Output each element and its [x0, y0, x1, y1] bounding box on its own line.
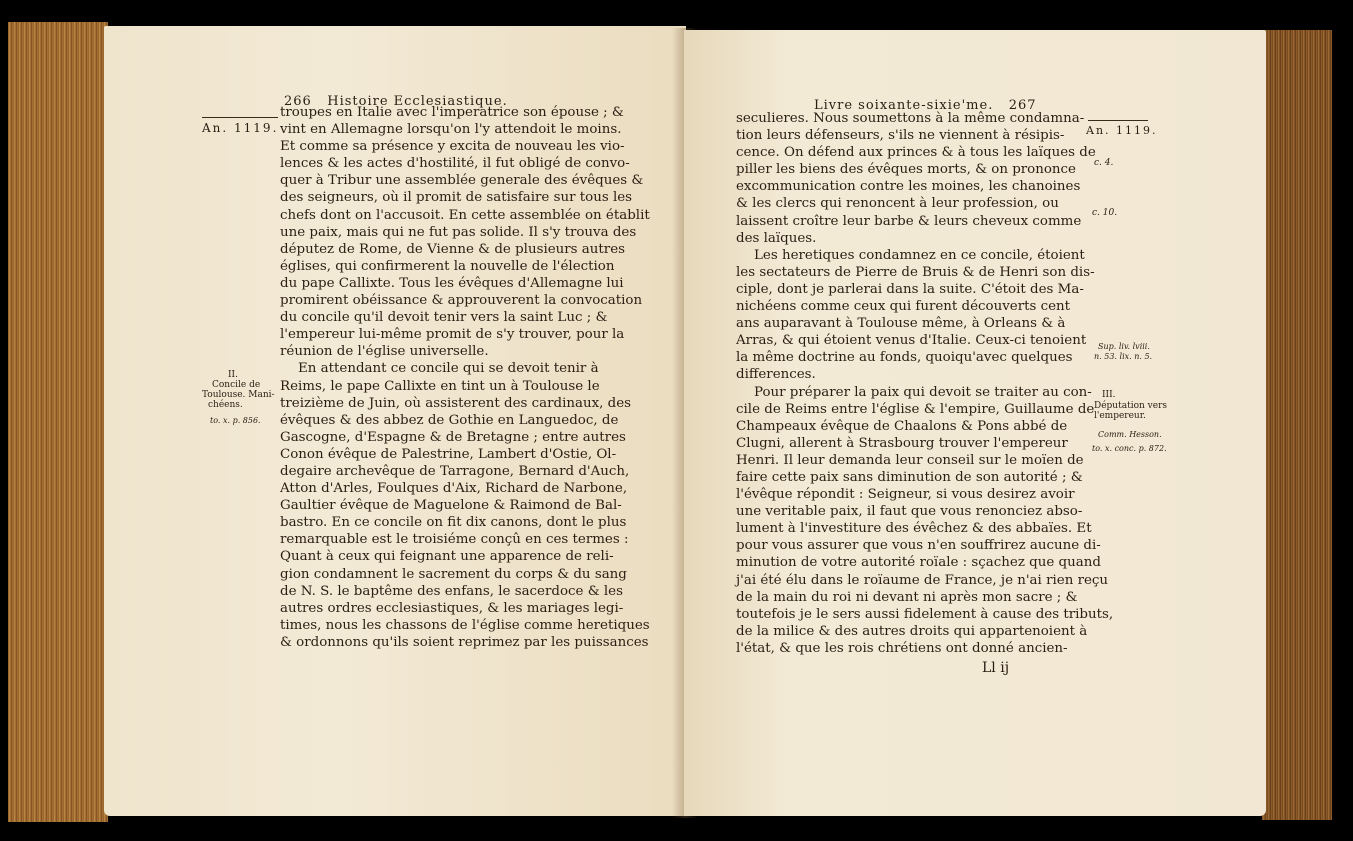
right-note-c10: c. 10. [1092, 208, 1118, 218]
right-line: lument à l'investiture des évêchez & des abbaïes. Et [736, 521, 1092, 537]
right-line: des laïques. [736, 230, 817, 246]
left-line: réunion de l'église universelle. [280, 344, 489, 360]
right-line: excommunication contre les moines, les chanoines [736, 179, 1081, 195]
right-line: la même doctrine au fonds, quoiqu'avec quelques [736, 350, 1073, 366]
left-line: treizième de Juin, où assisterent des cardinaux, des [280, 395, 632, 411]
right-line: piller les biens des évêques morts, & on prononce [736, 162, 1076, 178]
left-running-title: Histoire Ecclesiastique. [327, 94, 508, 109]
right-year-note: An. 1119. [1086, 124, 1158, 137]
right-line: de la milice & des autres droits qui appartenoient à [736, 623, 1088, 639]
right-line: & les clercs qui renoncent à leur profession, ou [736, 196, 1059, 212]
left-line: du pape Callixte. Tous les évêques d'Allemagne lui [280, 275, 624, 291]
right-section-title-1: Députation vers [1094, 401, 1167, 411]
right-line: cence. On défend aux princes & à tous les laïques de [736, 145, 1096, 161]
left-line: quer à Tribur une assemblée generale des évêques & [280, 173, 644, 189]
left-line: l'empereur lui-même promit de s'y trouver, pour la [280, 327, 625, 343]
right-body-text [736, 110, 1113, 657]
right-note-sup-2: n. 53. lix. n. 5. [1094, 352, 1153, 361]
right-line: cile de Reims entre l'église & l'empire, Guillaume de [736, 401, 1095, 417]
right-line: l'état, & que les rois chrétiens ont donné ancien- [736, 640, 1068, 656]
right-line: l'évêque répondit : Seigneur, si vous desirez avoir [736, 487, 1075, 503]
left-line: Atton d'Arles, Foulques d'Aix, Richard de Narbone, [280, 481, 628, 497]
left-line: degaire archevêque de Tarragone, Bernard d'Auch, [280, 463, 630, 479]
left-section-title-2: Toulouse. Mani- [202, 390, 275, 400]
left-line: remarquable est le troisiéme conçû en ces termes : [280, 532, 629, 548]
left-line: bastro. En ce concile on fit dix canons, dont le plus [280, 515, 627, 531]
left-line: times, nous les chassons de l'église comme heretiques [280, 617, 650, 633]
right-section-ref-2: to. x. conc. p. 872. [1092, 444, 1167, 453]
right-line: ans auparavant à Toulouse même, à Orleans & à [736, 316, 1066, 332]
right-line: Les heretiques condamnez en ce concile, étoient [754, 247, 1085, 263]
left-line: une paix, mais qui ne fut pas solide. Il s'y trouva des [280, 224, 637, 240]
left-line: Conon évêque de Palestrine, Lambert d'Ostie, Ol- [280, 446, 617, 462]
right-line: differences. [736, 367, 816, 383]
left-line: évêques & des abbez de Gothie en Languedoc, de [280, 412, 619, 428]
right-line: Henri. Il leur demanda leur conseil sur le moïen de [736, 452, 1084, 468]
right-page-number: 267 [1008, 98, 1037, 113]
right-page-edges [1262, 30, 1332, 820]
right-line: faire cette paix sans diminution de son autorité ; & [736, 469, 1083, 485]
left-page-edges [8, 22, 108, 822]
left-line: Gaultier évêque de Maguelone & Raimond de Bal- [280, 498, 622, 514]
right-line: tion leurs défenseurs, s'ils ne viennent à résipis- [736, 128, 1065, 144]
left-section-ref: to. x. p. 856. [210, 416, 261, 425]
right-line: minution de votre autorité roïale : sçachez que quand [736, 555, 1101, 571]
right-section-number: III. [1102, 390, 1116, 400]
right-section-ref-1: Comm. Hesson. [1098, 430, 1162, 439]
left-year-note: An. 1119. [202, 121, 279, 135]
right-running-title: Livre soixante-sixie'me. [814, 98, 994, 113]
right-line: Pour préparer la paix qui devoit se traiter au con- [754, 384, 1092, 400]
left-page-number: 266 [284, 94, 312, 109]
left-body-text [280, 104, 650, 651]
left-line: gion condamnent le sacrement du corps & du sang [280, 566, 627, 582]
left-line: vint en Allemagne lorsqu'on l'y attendoit le moins. [280, 122, 622, 138]
left-line: du concile qu'il devoit tenir vers la saint Luc ; & [280, 310, 608, 326]
left-line: Reims, le pape Callixte en tint un à Toulouse le [280, 378, 600, 394]
left-line: & ordonnons qu'ils soient reprimez par les puissances [280, 634, 649, 650]
right-note-sup-1: Sup. liv. lviii. [1098, 342, 1150, 351]
left-section-title-3: chéens. [208, 400, 243, 410]
right-line: toutefois je le sers aussi fidelement à cause des tributs, [736, 606, 1114, 622]
left-line: lences & les actes d'hostilité, il fut obligé de convo- [280, 156, 630, 172]
left-line: troupes en Italie avec l'imperatrice son épouse ; & [280, 105, 624, 120]
right-line: j'ai été élu dans le roïaume de France, je n'ai rien reçu [736, 572, 1109, 588]
right-line: Arras, & qui étoient venus d'Italie. Ceux-ci tenoient [736, 333, 1087, 349]
right-line: seculieres. Nous soumettons à la même condamna- [736, 111, 1085, 126]
right-line: les sectateurs de Pierre de Bruis & de Henri son dis- [736, 264, 1095, 280]
right-line: nichéens comme ceux qui furent découverts cent [736, 299, 1071, 315]
left-line: chefs dont on l'accusoit. En cette assemblée on établit [280, 207, 650, 223]
left-line: Gascogne, d'Espagne & de Bretagne ; entre autres [280, 429, 626, 445]
left-line: députez de Rome, de Vienne & de plusieurs autres [280, 241, 625, 257]
left-line: En attendant ce concile qui se devoit tenir à [298, 361, 599, 377]
right-section-title-2: l'empereur. [1094, 411, 1146, 421]
left-margin-rule [202, 117, 278, 118]
left-line: églises, qui confirmerent la nouvelle de l'élection [280, 258, 615, 274]
right-line: Champeaux évêque de Chaalons & Pons abbé de [736, 418, 1068, 434]
right-line: laissent croître leur barbe & leurs cheveux comme [736, 213, 1082, 229]
left-section-title-1: Concile de [212, 380, 261, 390]
signature-mark: Ll ij [982, 660, 1010, 676]
left-line: Et comme sa présence y excita de nouveau les vio- [280, 139, 625, 155]
left-page [104, 26, 686, 816]
right-line: une veritable paix, il faut que vous renonciez abso- [736, 504, 1083, 520]
right-line: ciple, dont je parlerai dans la suite. C'étoit des Ma- [736, 281, 1084, 297]
right-line: Clugni, allerent à Strasbourg trouver l'empereur [736, 435, 1068, 451]
left-line: de N. S. le baptême des enfans, le sacerdoce & les [280, 583, 623, 599]
left-line: autres ordres ecclesiastiques, & les mariages legi- [280, 600, 624, 616]
left-line: des seigneurs, où il promit de satisfaire sur tous les [280, 190, 633, 206]
left-line: promirent obéissance & approuverent la convocation [280, 293, 643, 309]
right-line: de la main du roi ni devant ni après mon sacre ; & [736, 589, 1078, 605]
left-section-number: II. [228, 370, 238, 380]
right-note-c4: c. 4. [1094, 158, 1114, 168]
right-page [684, 30, 1266, 816]
right-line: pour vous assurer que vous n'en souffrirez aucune di- [736, 538, 1101, 554]
left-line: Quant à ceux qui feignant une apparence de reli- [280, 549, 614, 565]
